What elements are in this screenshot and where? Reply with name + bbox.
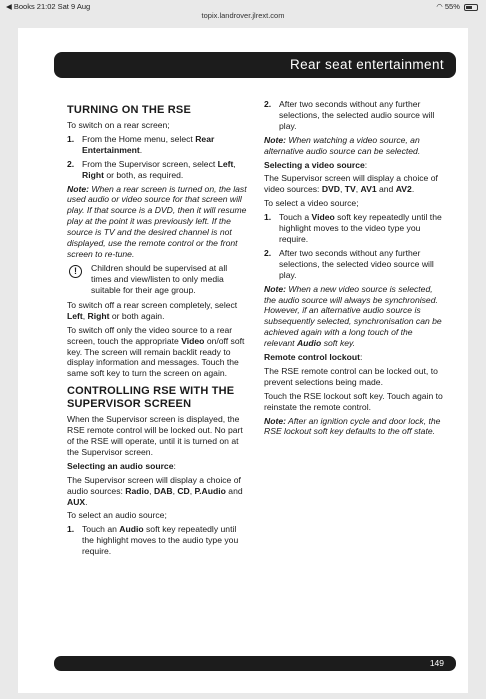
bold-text: DAB — [153, 485, 173, 496]
subheading-text: Selecting a video source — [264, 159, 365, 170]
bold-text: AUX — [67, 496, 86, 507]
bold-text: DVD — [321, 184, 340, 195]
text: The Supervisor screen will display a choice of audio sources: — [67, 474, 241, 496]
text: soft key repeatedly until the highlight moves to the video type you require. — [279, 212, 442, 244]
text: , — [82, 310, 88, 321]
list-item — [67, 134, 247, 156]
footer-bar — [54, 656, 456, 671]
list-item — [67, 159, 247, 181]
subheading-text: Selecting an audio source — [67, 460, 174, 471]
text: , — [355, 184, 361, 195]
bold-text: CD — [177, 485, 190, 496]
text: or both again. — [109, 310, 165, 321]
list-number: 2. — [67, 158, 75, 169]
paragraph: The RSE remote control can be locked out, to prevent selections being made. — [264, 365, 438, 387]
bold-text: Left — [67, 310, 83, 321]
text: From the Home menu, select — [82, 133, 196, 144]
bold-text: AV2 — [395, 184, 412, 195]
bold-text: Video — [181, 335, 205, 346]
text: , — [189, 485, 195, 496]
text: on/off soft key. The screen will remain backlit ready to display information and messages. Touch the same soft key to turn the screen on again. — [67, 335, 245, 379]
list-number: 1. — [264, 212, 272, 223]
subheading-remote — [264, 352, 444, 363]
note-text: soft key. — [321, 338, 356, 349]
bold-text: Audio — [119, 524, 144, 535]
battery-icon — [464, 4, 478, 11]
text: After two seconds without any further selections, the selected audio source will play. — [279, 99, 435, 131]
paragraph: To select an audio source; — [67, 510, 167, 521]
text: , — [149, 485, 154, 496]
note-text: After an ignition cycle and door lock, the RSE lockout soft key defaults to the off state. — [264, 415, 441, 437]
note-label: Note: — [264, 283, 286, 294]
note — [264, 416, 444, 438]
text: . — [85, 496, 88, 507]
text: After two seconds without any further selections, the selected video source will play. — [279, 247, 434, 280]
text: From the Supervisor screen, select — [82, 158, 218, 169]
bold-text: AV1 — [360, 184, 377, 195]
note-label: Note: — [264, 134, 286, 145]
list-item — [264, 212, 444, 245]
left-column — [67, 104, 247, 557]
section-title: Rear seat entertainment — [289, 57, 444, 72]
warning-icon: ! — [69, 265, 82, 278]
text: soft key repeatedly until the highlight moves to the audio type you require. — [82, 524, 239, 557]
list-item — [264, 248, 444, 281]
note-label: Note: — [264, 415, 286, 426]
text: To switch off only the video source to a rear screen, touch the appropriate — [67, 324, 233, 346]
text: . — [411, 184, 415, 195]
text: To switch off a rear screen completely, select — [67, 299, 238, 310]
note — [67, 184, 247, 260]
bold-text: Rear Entertainment — [82, 133, 215, 155]
text: The Supervisor screen will display a choice of video sources: — [264, 173, 438, 195]
text: : — [173, 460, 176, 471]
paragraph: When the Supervisor screen is displayed, the RSE remote control will be locked out. No part of the RSE will operate, until it is turned on at the Supervisor screen. — [67, 414, 243, 457]
note-text: When a rear screen is turned on, the last used audio or video source for that screen will play. If that source is a DVD, then it will resume play at the point it was previously left. If the source is TV and the desired channel is not displayed, use the remote control or the front screen to re-tune. — [67, 183, 247, 259]
paragraph — [67, 475, 247, 508]
text: , — [233, 158, 236, 169]
status-right — [436, 2, 478, 11]
status-left[interactable]: ◀ Books 21:02 Sat 9 Aug — [6, 2, 91, 11]
list-item — [67, 524, 247, 557]
paragraph: Touch the RSE lockout soft key. Touch again to reinstate the remote control. — [264, 390, 443, 412]
subheading-audio — [67, 461, 247, 472]
battery-fill — [466, 6, 472, 9]
right-column — [264, 99, 444, 437]
note-text: When watching a video source, an alternative audio source can be selected. — [264, 134, 421, 156]
bold-text: Radio — [125, 485, 150, 496]
warning-text: Children should be supervised at all times and view/listen to only media suitable for their age group. — [91, 262, 228, 295]
text: : — [359, 352, 363, 363]
url-bar[interactable] — [0, 11, 486, 23]
paragraph: To switch on a rear screen; — [67, 120, 170, 130]
bold-text: P.Audio — [194, 485, 226, 496]
warning — [67, 263, 247, 297]
section-header-bar — [54, 52, 456, 78]
text: Touch an — [82, 524, 120, 535]
note-label: Note: — [67, 183, 89, 194]
list-number: 2. — [264, 247, 272, 258]
paragraph: To select a video source; — [264, 198, 359, 209]
text: Touch a — [279, 212, 312, 223]
bold-text: Left — [217, 158, 234, 169]
text: , — [339, 184, 345, 195]
heading-turning-on: TURNING ON THE RSE — [67, 104, 191, 116]
text: and — [225, 485, 243, 496]
bold-text: Right — [87, 310, 110, 321]
bold-text: TV — [344, 184, 356, 195]
text: : — [364, 159, 368, 170]
heading-controlling-rse: CONTROLLING RSE WITH THE SUPERVISOR SCREEN — [67, 385, 235, 411]
text: , — [172, 485, 178, 496]
bold-text: Right — [82, 169, 104, 180]
list-number: 1. — [67, 133, 75, 144]
subheading-video — [264, 160, 444, 171]
note-text: When a new video source is selected, the audio source will always be synchronised. However, if an alternative audio source is subsequently selected, synchronisation can be achieved again with a long touch of the relevant — [264, 283, 442, 349]
paragraph — [264, 173, 444, 195]
bold-text: Audio — [296, 338, 322, 349]
list-item — [264, 99, 444, 132]
text: and — [376, 184, 396, 195]
list-number: 2. — [264, 99, 272, 109]
text: or both, as required. — [103, 169, 184, 180]
page-number: 149 — [429, 658, 444, 668]
subheading-text: Remote control lockout — [264, 352, 360, 363]
paragraph — [67, 300, 247, 322]
manual-page — [18, 28, 468, 693]
bold-text: Video — [311, 212, 335, 223]
text: . — [139, 144, 143, 155]
battery-percent: 55% — [444, 2, 460, 11]
list-number: 1. — [67, 524, 75, 535]
note — [264, 135, 444, 157]
paragraph — [67, 325, 247, 380]
url-text: topix.landrover.jlrext.com — [201, 11, 285, 20]
wifi-icon: ◠ — [436, 2, 443, 11]
note — [264, 284, 444, 349]
